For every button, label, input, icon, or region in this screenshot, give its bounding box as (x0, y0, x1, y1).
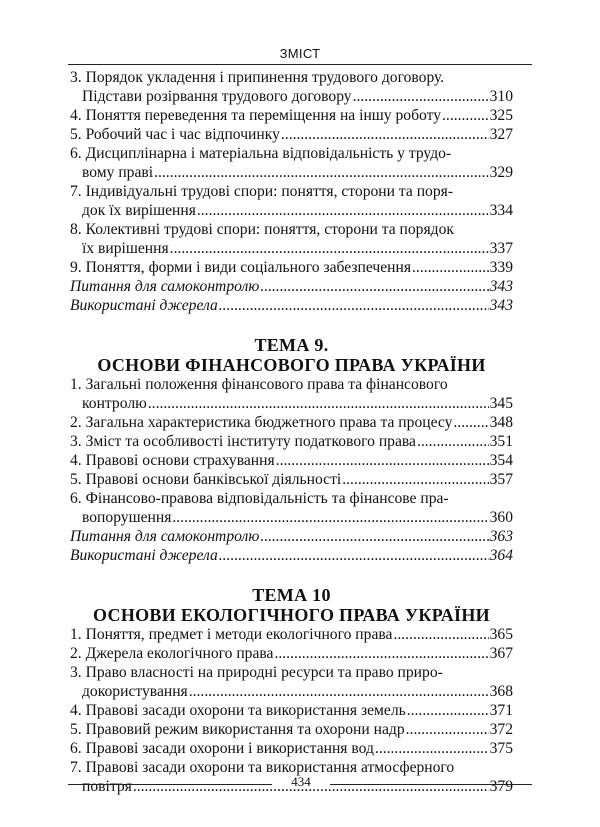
toc-entry-text: 8. Колективні трудові спори: поняття, сторони та порядок (70, 221, 454, 238)
dot-leader (276, 451, 489, 470)
dot-leader (281, 125, 489, 144)
toc-entry-text: докористування (82, 683, 188, 700)
footer-rule-right (330, 784, 532, 785)
dot-leader (393, 625, 488, 644)
dot-leader (406, 720, 489, 739)
toc-entry-text: 9. Поняття, форми і види соціального забезпечення (70, 259, 412, 276)
toc-page-number: 343 (489, 278, 513, 295)
dot-leader (412, 258, 489, 277)
dot-leader (172, 508, 488, 527)
toc-line (70, 413, 513, 432)
toc-line (70, 432, 513, 451)
toc-page-number: 337 (489, 240, 513, 257)
toc-entry (70, 182, 513, 220)
toc-page-number: 367 (489, 645, 513, 662)
dot-leader (260, 277, 488, 296)
toc-entry-text: Питання для самоконтролю (70, 528, 260, 545)
toc-page-number: 345 (489, 395, 513, 412)
dot-leader (189, 682, 489, 701)
toc-entry (70, 68, 513, 106)
toc-entry (70, 720, 513, 739)
theme-title: ОСНОВИ ЕКОЛОГІЧНОГО ПРАВА УКРАЇНИ (93, 605, 490, 625)
toc-entry-text: 4. Правові основи страхування (70, 452, 275, 469)
toc-entry (70, 125, 513, 144)
dot-leader (442, 106, 489, 125)
toc-entry-text: 1. Загальні положення фінансового права та фінансового (70, 376, 448, 393)
toc-entry (70, 451, 513, 470)
toc-entry (70, 470, 513, 489)
toc-entry (70, 413, 513, 432)
toc-page-number: 354 (489, 452, 513, 469)
toc-page-number: 357 (489, 471, 513, 488)
toc-line (70, 701, 513, 720)
toc-page-number: 329 (489, 164, 513, 181)
toc-entry (70, 644, 513, 663)
toc-line (70, 546, 513, 565)
toc-entry-text: вому праві (82, 164, 154, 181)
toc-entry (70, 527, 513, 546)
toc-entry-text: 3. Право власності на природні ресурси та право приро- (70, 664, 443, 681)
toc-entry-text: 4. Поняття переведення та переміщення на іншу роботу (70, 107, 442, 124)
dot-leader (453, 413, 488, 432)
toc-entry (70, 739, 513, 758)
toc-line (70, 720, 513, 739)
toc-entry (70, 432, 513, 451)
toc-entry-text: Питання для самоконтролю (70, 278, 260, 295)
dot-leader (154, 163, 489, 182)
theme-label: ТЕМА 9. (254, 335, 329, 355)
page-number: 434 (291, 774, 311, 789)
toc-entry-text: контролю (82, 395, 147, 412)
toc-entry-text: 7. Правові засади охорони та використання атмосферного (70, 759, 455, 776)
running-header: ЗМІСТ (279, 46, 321, 61)
table-of-contents (70, 68, 513, 796)
toc-entry-text: 5. Правові основи банківської діяльності (70, 471, 342, 488)
toc-entry (70, 258, 513, 277)
toc-page-number: 348 (489, 414, 513, 431)
toc-page-number: 334 (489, 202, 513, 219)
toc-line (70, 527, 513, 546)
toc-entry (70, 625, 513, 644)
dot-leader (219, 296, 489, 315)
toc-line (70, 508, 513, 527)
section-spacer (70, 315, 513, 335)
toc-line (70, 663, 513, 682)
dot-leader (197, 201, 489, 220)
toc-entry-text: 5. Робочий час і час відпочинку (70, 126, 280, 143)
toc-page-number: 325 (489, 107, 513, 124)
toc-entry (70, 701, 513, 720)
toc-line (70, 163, 513, 182)
toc-page-number: 360 (489, 509, 513, 526)
toc-entry-text: 4. Правові засади охорони та використання земель (70, 702, 406, 719)
dot-leader (342, 470, 488, 489)
header-rule (68, 64, 532, 65)
toc-line (70, 644, 513, 663)
dot-leader (219, 546, 489, 565)
toc-entry-text: 5. Правовий режим використання та охорони надр (70, 721, 405, 738)
toc-line (70, 682, 513, 701)
toc-line (70, 201, 513, 220)
toc-entry-text: 3. Порядок укладення і припинення трудового договору. (70, 69, 445, 86)
toc-page-number: 339 (489, 259, 513, 276)
toc-line (70, 375, 513, 394)
toc-page-number: 375 (489, 740, 513, 757)
toc-line (70, 144, 513, 163)
toc-entry-text: 2. Загальна характеристика бюджетного права та процесу (70, 414, 453, 431)
toc-line (70, 258, 513, 277)
toc-line (70, 489, 513, 508)
toc-line (70, 220, 513, 239)
toc-page-number: 327 (489, 126, 513, 143)
toc-line (70, 277, 513, 296)
dot-leader (407, 701, 489, 720)
toc-entry (70, 220, 513, 258)
toc-line (70, 296, 513, 315)
dot-leader (148, 394, 489, 413)
toc-page-number: 368 (489, 683, 513, 700)
toc-entry-text: їх вирішення (82, 240, 169, 257)
toc-entry (70, 277, 513, 296)
toc-entry-text: док їх вирішення (82, 202, 196, 219)
toc-entry-text: 7. Індивідуальні трудові спори: поняття, сторони та поря- (70, 183, 454, 200)
toc-entry-text: повітря (82, 778, 132, 795)
theme-label: ТЕМА 10 (252, 585, 331, 605)
toc-entry (70, 144, 513, 182)
toc-entry (70, 663, 513, 701)
dot-leader (274, 644, 488, 663)
toc-line (70, 68, 513, 87)
toc-line (70, 239, 513, 258)
toc-entry (70, 375, 513, 413)
toc-page-number: 310 (489, 88, 513, 105)
toc-entry-text: Використані джерела (70, 547, 218, 564)
toc-line (70, 394, 513, 413)
footer-rule-left (68, 784, 272, 785)
toc-page-number: 371 (489, 702, 513, 719)
toc-line (70, 451, 513, 470)
dot-leader (170, 239, 489, 258)
toc-entry (70, 546, 513, 565)
toc-entry-text: вопорушення (82, 509, 172, 526)
toc-page-number: 379 (489, 778, 513, 795)
section-spacer (70, 565, 513, 585)
toc-entry (70, 489, 513, 527)
toc-entry-text: Використані джерела (70, 297, 218, 314)
toc-page-number: 365 (489, 626, 513, 643)
toc-line (70, 182, 513, 201)
toc-line (70, 125, 513, 144)
toc-line (70, 625, 513, 644)
toc-page-number: 351 (489, 433, 513, 450)
toc-entry-text: 3. Зміст та особливості інституту податкового права (70, 433, 416, 450)
dot-leader (260, 527, 488, 546)
toc-entry (70, 106, 513, 125)
toc-page-number: 343 (489, 297, 513, 314)
toc-entry-text: 6. Правові засади охорони і використання вод (70, 740, 374, 757)
toc-entry-text: 6. Дисциплінарна і матеріальна відповідальність у трудо- (70, 145, 452, 162)
toc-entry-text: Підстави розірвання трудового договору (82, 88, 352, 105)
dot-leader (353, 87, 489, 106)
theme-title: ОСНОВИ ФІНАНСОВОГО ПРАВА УКРАЇНИ (97, 355, 486, 375)
toc-line (70, 87, 513, 106)
toc-line (70, 470, 513, 489)
dot-leader (417, 432, 489, 451)
toc-entry-text: 1. Поняття, предмет і методи екологічного права (70, 626, 393, 643)
toc-page-number: 372 (489, 721, 513, 738)
toc-line (70, 106, 513, 125)
toc-line (70, 739, 513, 758)
toc-page-number: 364 (489, 547, 513, 564)
toc-entry-text: 6. Фінансово-правова відповідальність та фінансове пра- (70, 490, 449, 507)
dot-leader (375, 739, 489, 758)
toc-entry-text: 2. Джерела екологічного права (70, 645, 274, 662)
toc-page-number: 363 (489, 528, 513, 545)
toc-entry (70, 296, 513, 315)
